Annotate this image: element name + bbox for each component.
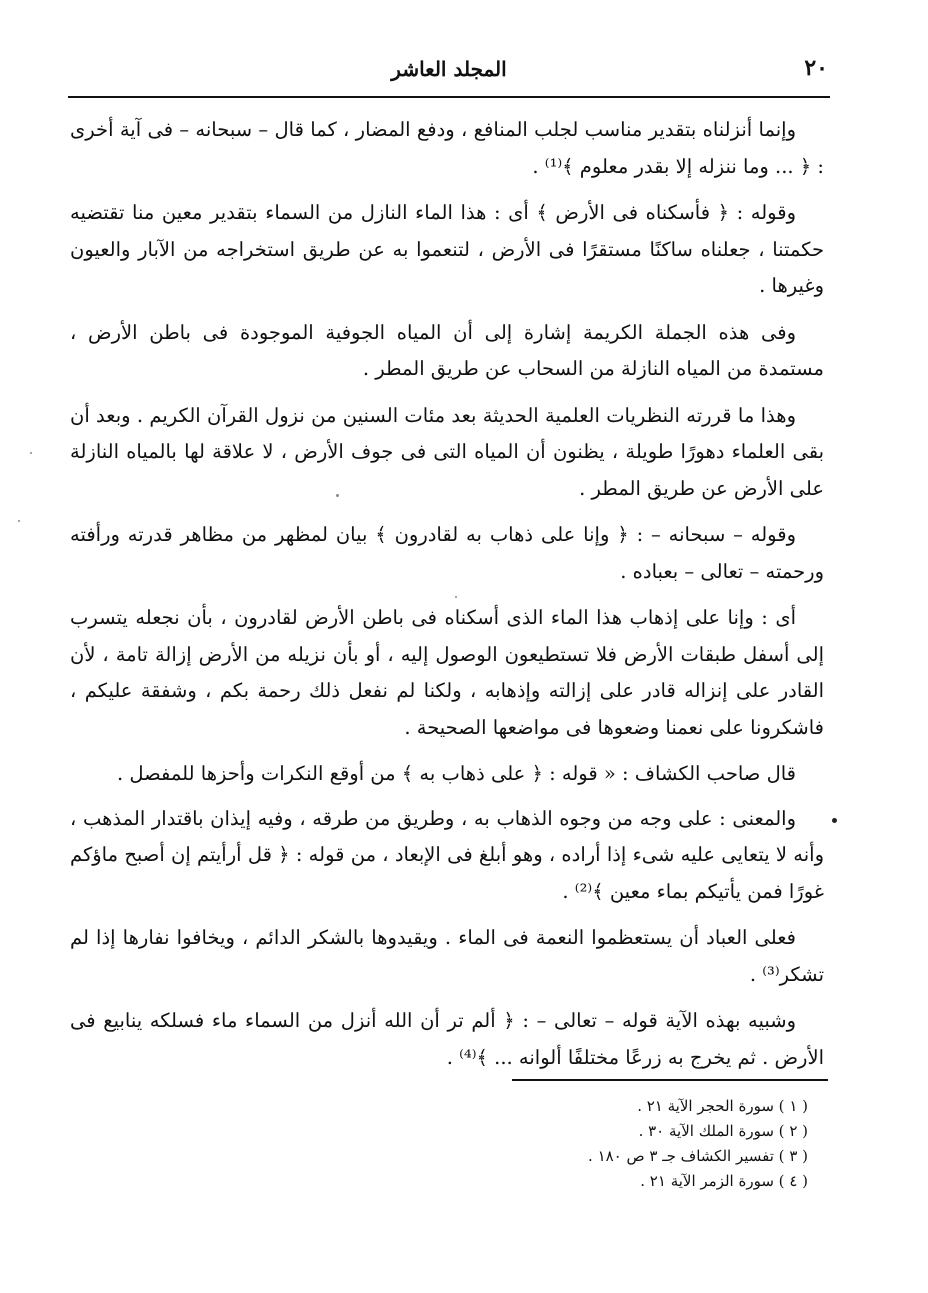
paragraph: وقوله – سبحانه – : ﴿ وإنا على ذهاب به لقادرون ﴾ بيان لمظهر من مظاهر قدرته ورأفته ورحمته – تعالى – بعباده .: [70, 523, 824, 583]
page-header: [70, 55, 828, 89]
footnote: ( ٢ ) سورة الملك الآية ٣٠ .: [638, 1122, 808, 1140]
footnote-divider: [512, 1079, 828, 1081]
volume-title: المجلد العاشر: [391, 57, 507, 81]
scan-speck: [832, 818, 837, 823]
paragraph: والمعنى : على وجه من وجوه الذهاب به ، وطريق من طرقه ، وفيه إيذان باقتدار المذهب ، وأنه لا يتعايى عليه شىء إذا أراده ، وهو أبلغ فى الإبعاد ، من قوله : ﴿ قل أرأيتم إن أصبح ماؤكم غورًا فمن يأتيكم بماء معين ﴾⁽²⁾ .: [70, 806, 824, 903]
scan-speck: [336, 494, 339, 497]
paragraph: أى : وإنا على إذهاب هذا الماء الذى أسكناه فى باطن الأرض لقادرون ، بأن نجعله يتسرب إلى أسفل طبقات الأرض فلا تستطيعون الوصول إليه ، أو بأن نزيله من الأرض إزالة تامة ، لأن القادر على إنزاله قادر على إزالته وإذهابه ، ولكنا لم نفعل ذلك رحمة بكم ، وشفقة عليكم ، فاشكرونا على نعمنا وضعوها فى مواضعها الصحيحة .: [70, 606, 824, 739]
paragraph: وفى هذه الجملة الكريمة إشارة إلى أن المياه الجوفية الموجودة فى باطن الأرض ، مستمدة من المياه النازلة من السحاب عن طريق المطر .: [70, 320, 824, 380]
page-number: ٢٠: [804, 55, 828, 81]
footnote: ( ٤ ) سورة الزمر الآية ٢١ .: [640, 1172, 808, 1190]
scan-speck: [18, 520, 20, 522]
paragraph: وقوله : ﴿ فأسكناه فى الأرض ﴾ أى : هذا الماء النازل من السماء بتقدير معين منا تقتضيه حكمتنا ، جعلناه ساكنًا مستقرًا فى الأرض ، لتنعموا به عن طريق استخراجه من الآبار والعيون وغيرها .: [70, 201, 824, 297]
paragraph: وهذا ما قررته النظريات العلمية الحديثة بعد مئات السنين من نزول القرآن الكريم . وبعد أن بقى العلماء دهورًا طويلة ، يظنون أن المياه التى فى جوف الأرض ، لا علاقة لها بالمياه النازلة على الأرض عن طريق المطر .: [70, 403, 824, 500]
paragraph: فعلى العباد أن يستعظموا النعمة فى الماء . ويقيدوها بالشكر الدائم ، ويخافوا نفارها إذا لم تشكر⁽³⁾ .: [70, 926, 824, 986]
header-divider: [68, 96, 830, 98]
main-text: [70, 112, 824, 1086]
footnote: ( ٣ ) تفسير الكشاف جـ ٣ ص ١٨٠ .: [588, 1147, 808, 1165]
paragraph: قال صاحب الكشاف : « قوله : ﴿ على ذهاب به ﴾ من أوقع النكرات وأحزها للمفصل .: [116, 762, 796, 785]
paragraph: وشبيه بهذه الآية قوله – تعالى – : ﴿ ألم تر أن الله أنزل من السماء ماء فسلكه ينابيع فى الأرض . ثم يخرج به زرعًا مختلفًا ألوانه ... ﴾⁽⁴⁾ .: [70, 1009, 824, 1069]
footnote: ( ١ ) سورة الحجر الآية ٢١ .: [637, 1097, 808, 1115]
scan-speck: [455, 596, 457, 598]
paragraph: وإنما أنزلناه بتقدير مناسب لجلب المنافع ، ودفع المضار ، كما قال – سبحانه – فى آية أخرى : ﴿ ... وما ننزله إلا بقدر معلوم ﴾⁽¹⁾ .: [70, 118, 824, 178]
scan-speck: [30, 452, 32, 454]
footnotes: [440, 1094, 808, 1194]
